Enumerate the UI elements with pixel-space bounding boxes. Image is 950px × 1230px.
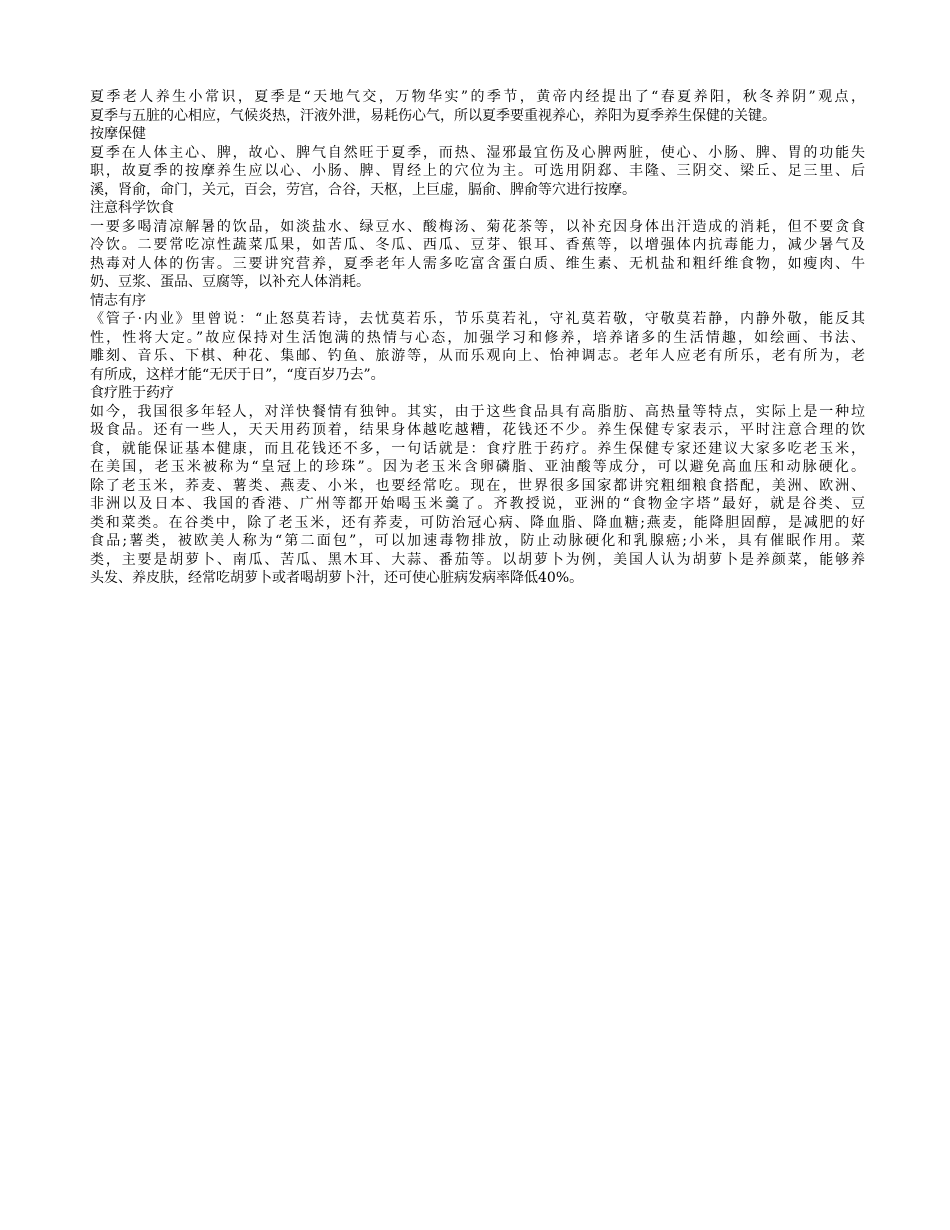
paragraph-line: 雕刻、音乐、下棋、种花、集邮、钓鱼、旅游等，从而乐观向上、怡神调志。老年人应老有所乐，老有所为，老	[90, 348, 865, 364]
heading-text: 情志有序	[90, 292, 146, 309]
paragraph-line: 冷饮。二要常吃凉性蔬菜瓜果，如苦瓜、冬瓜、西瓜、豆芽、银耳、香蕉等，以增强体内抗毒能力，减少暑气及	[90, 237, 865, 253]
paragraph-line: 在美国，老玉米被称为“皇冠上的珍珠”。因为老玉米含卵磷脂、亚油酸等成分，可以避免高血压和动脉硬化。	[90, 459, 865, 475]
section-heading	[90, 199, 865, 218]
paragraph-line: 除了老玉米，荞麦、薯类、燕麦、小米，也要经常吃。现在，世界很多国家都讲究粗细粮食搭配，美洲、欧洲、	[90, 477, 865, 494]
paragraph	[90, 218, 865, 292]
paragraph-line: 热毒对人体的伤害。三要讲究营养，夏季老年人需多吃富含蛋白质、维生素、无机盐和粗纤维食物，如瘦肉、牛	[90, 255, 865, 272]
paragraph	[90, 144, 865, 200]
paragraph-line: 《管子·内业》里曾说：“止怒莫若诗，去忧莫若乐，节乐莫若礼，守礼莫若敬，守敬莫若静，内静外敬，能反其	[90, 311, 865, 327]
section-heading	[90, 384, 865, 403]
paragraph-line: 头发、养皮肤，经常吃胡萝卜或者喝胡萝卜汁，还可使心脏病发病率降低40%。	[90, 570, 584, 586]
paragraph	[90, 403, 865, 588]
paragraph-line: 食品;薯类，被欧美人称为“第二面包”，可以加速毒物排放，防止动脉硬化和乳腺癌;小米，具有催眠作用。菜	[90, 533, 865, 549]
paragraph-line: 夏季老人养生小常识，夏季是“天地气交，万物华实”的季节，黄帝内经提出了“春夏养阳，秋冬养阴”观点，	[90, 89, 865, 105]
paragraph-line: 食，就能保证基本健康，而且花钱还不多，一句话就是：食疗胜于药疗。养生保健专家还建议大家多吃老玉米，	[90, 440, 865, 457]
paragraph-line: 职，故夏季的按摩养生应以心、小肠、脾、胃经上的穴位为主。可选用阴郄、丰隆、三阴交、梁丘、足三里、后	[90, 163, 865, 179]
paragraph-line: 类和菜类。在谷类中，除了老玉米，还有荞麦，可防治冠心病、降血脂、降血糖;燕麦，能降胆固醇，是减肥的好	[90, 514, 865, 531]
paragraph-line: 性，性将大定。”故应保持对生活饱满的热情与心态，加强学习和修养，培养诸多的生活情趣，如绘画、书法、	[90, 329, 865, 346]
paragraph-line: 非洲以及日本、我国的香港、广州等都开始喝玉米羹了。齐教授说，亚洲的“食物金字塔”最好，就是谷类、豆	[90, 496, 865, 512]
paragraph-line: 夏季与五脏的心相应，气候炎热，汗液外泄，易耗伤心气，所以夏季要重视养心，养阳为夏季养生保健的关键。	[90, 107, 776, 124]
paragraph-line: 有所成，这样才能“无厌于日”，“度百岁乃去”。	[90, 366, 385, 383]
paragraph-line: 类，主要是胡萝卜、南瓜、苦瓜、黑木耳、大蒜、番茄等。以胡萝卜为例，美国人认为胡萝卜是养颜菜，能够养	[90, 551, 865, 568]
paragraph-line: 溪，肾俞，命门，关元，百会，劳宫，合谷，天枢，上巨虚，膈俞、脾俞等穴进行按摩。	[90, 181, 636, 198]
paragraph-line: 一要多喝清凉解暑的饮品，如淡盐水、绿豆水、酸梅汤、菊花茶等，以补充因身体出汗造成的消耗，但不要贪食	[90, 218, 865, 235]
section-heading	[90, 125, 865, 144]
heading-text: 食疗胜于药疗	[90, 385, 174, 401]
document-body	[90, 88, 865, 588]
paragraph-line: 夏季在人体主心、脾，故心、脾气自然旺于夏季，而热、湿邪最宜伤及心脾两脏，使心、小肠、脾、胃的功能失	[90, 144, 865, 161]
heading-text: 注意科学饮食	[90, 200, 174, 216]
paragraph	[90, 88, 865, 125]
paragraph	[90, 310, 865, 384]
paragraph-line: 圾食品。还有一些人，天天用药顶着，结果身体越吃越糟，花钱还不少。养生保健专家表示，平时注意合理的饮	[90, 422, 865, 438]
paragraph-line: 奶、豆浆、蛋品、豆腐等，以补充人体消耗。	[90, 274, 370, 290]
section-heading	[90, 292, 865, 311]
heading-text: 按摩保健	[90, 126, 146, 142]
paragraph-line: 如今，我国很多年轻人，对洋快餐情有独钟。其实，由于这些食品具有高脂肪、高热量等特点，实际上是一种垃	[90, 403, 865, 420]
